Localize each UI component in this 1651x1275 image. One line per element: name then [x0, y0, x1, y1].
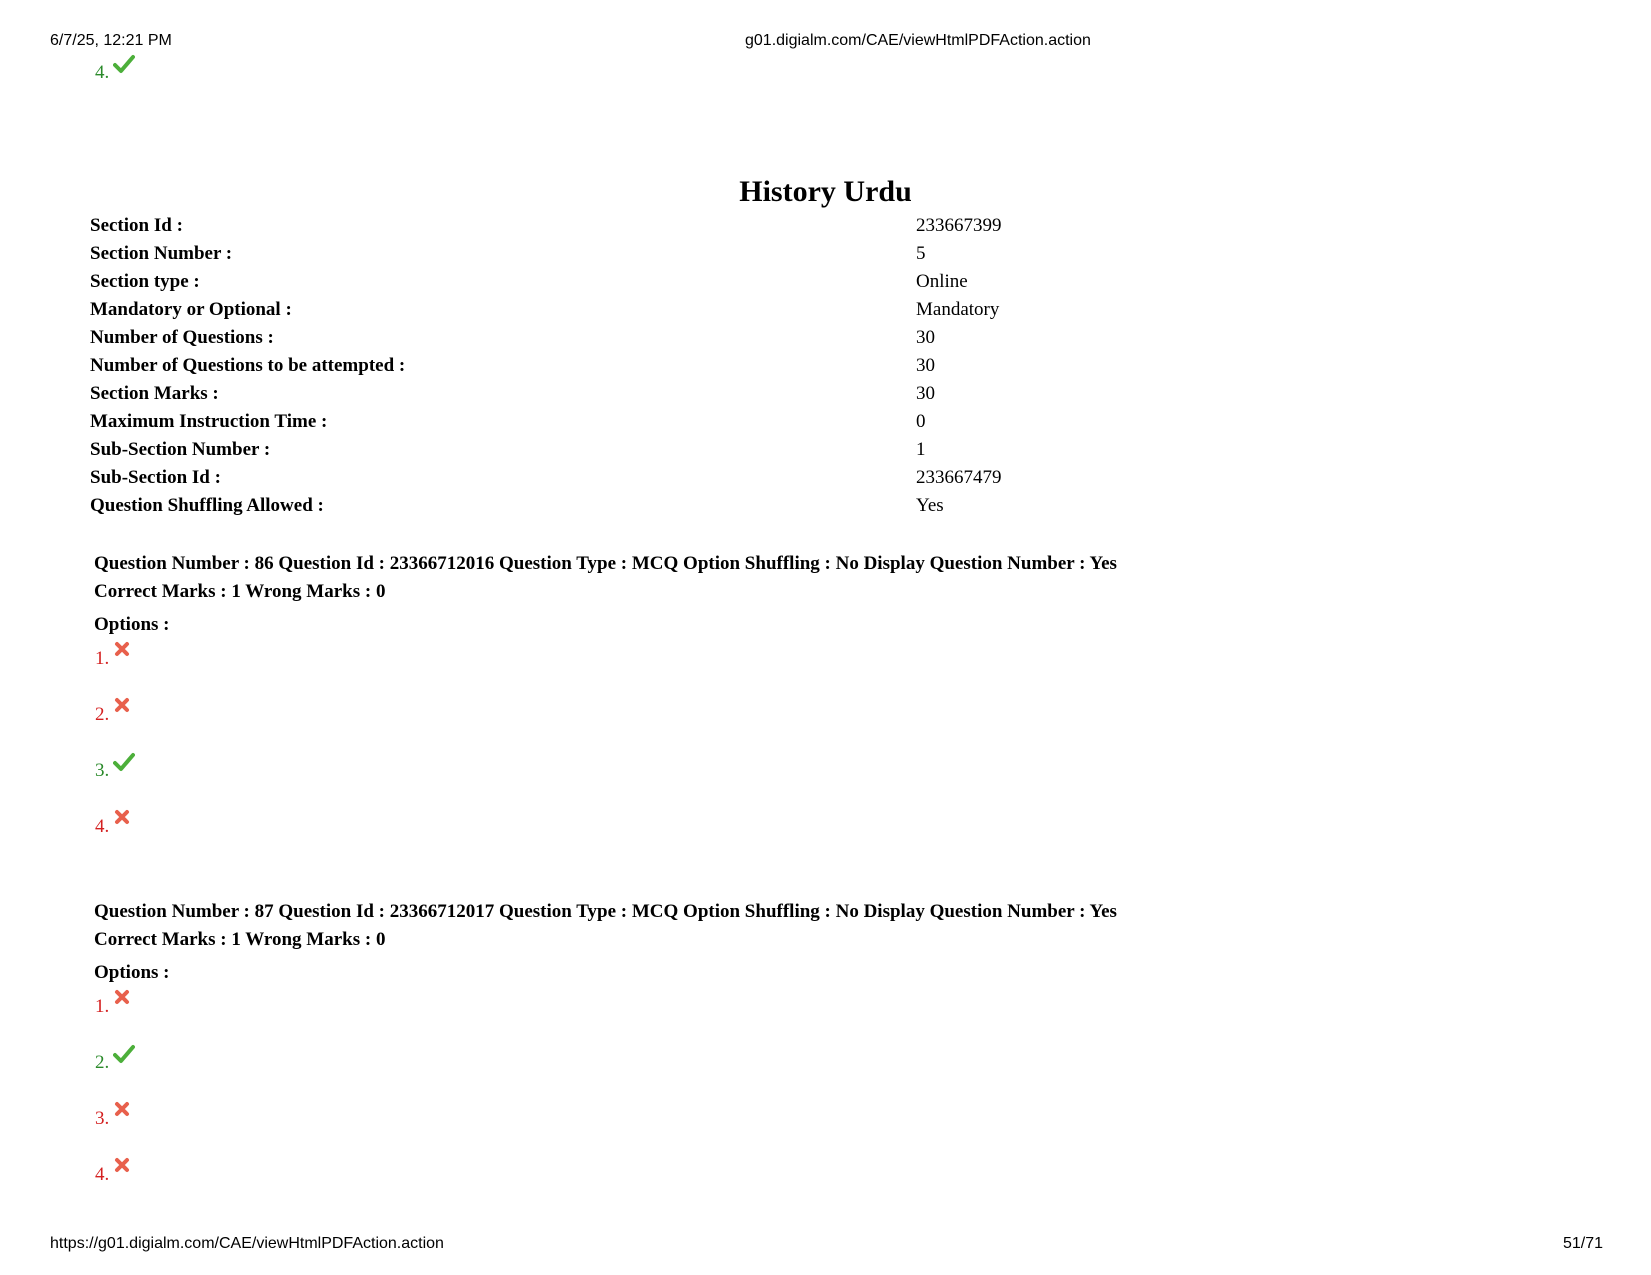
section-info-label: Mandatory or Optional : — [90, 299, 292, 320]
option-item — [95, 816, 131, 838]
option-number: 4. — [95, 62, 110, 83]
option-item — [95, 760, 135, 782]
page-number: 51/71 — [1562, 1235, 1603, 1252]
section-title: History Urdu — [739, 175, 912, 208]
section-info-label: Number of Questions to be attempted : — [90, 355, 406, 376]
option-item — [95, 1052, 135, 1074]
option-number: 4. — [95, 1164, 110, 1185]
section-info-label: Sub-Section Number : — [90, 439, 271, 460]
section-info-label: Sub-Section Id : — [90, 467, 221, 488]
section-info-value: 233667479 — [916, 467, 1002, 488]
cross-icon — [113, 808, 131, 832]
carryover-option — [95, 62, 135, 84]
section-info-value: Mandatory — [916, 299, 1000, 320]
section-info-label: Maximum Instruction Time : — [90, 411, 328, 432]
section-info-value: 233667399 — [916, 215, 1002, 236]
option-number: 1. — [95, 648, 110, 669]
section-info-value: Yes — [916, 495, 944, 516]
option-number: 2. — [95, 704, 110, 725]
cross-icon — [113, 1156, 131, 1180]
question-marks: Correct Marks : 1 Wrong Marks : 0 — [94, 929, 386, 950]
question-meta: Question Number : 87 Question Id : 23366712017 Question Type : MCQ Option Shuffling : No Display Question Number : Yes — [94, 901, 1117, 922]
section-info-value: Online — [916, 271, 968, 292]
option-number: 1. — [95, 996, 110, 1017]
print-header-url: g01.digialm.com/CAE/viewHtmlPDFAction.action — [745, 32, 1091, 49]
option-number: 4. — [95, 816, 110, 837]
check-icon — [113, 752, 135, 778]
section-info-value: 30 — [916, 383, 935, 404]
check-icon — [113, 54, 135, 80]
cross-icon — [113, 1100, 131, 1124]
section-info-value: 5 — [916, 243, 926, 264]
print-footer-url: https://g01.digialm.com/CAE/viewHtmlPDFAction.action — [50, 1235, 444, 1252]
options-label: Options : — [94, 962, 170, 983]
section-info-value: 30 — [916, 327, 935, 348]
section-info-label: Section type : — [90, 271, 200, 292]
option-number: 2. — [95, 1052, 110, 1073]
section-info-label: Section Marks : — [90, 383, 219, 404]
cross-icon — [113, 696, 131, 720]
section-info-value: 1 — [916, 439, 926, 460]
option-item — [95, 648, 131, 670]
option-item — [95, 1108, 131, 1130]
options-label: Options : — [94, 614, 170, 635]
option-item — [95, 1164, 131, 1186]
check-icon — [113, 1044, 135, 1070]
section-info-label: Number of Questions : — [90, 327, 274, 348]
question-marks: Correct Marks : 1 Wrong Marks : 0 — [94, 581, 386, 602]
section-info-label: Section Id : — [90, 215, 183, 236]
option-item — [95, 996, 131, 1018]
cross-icon — [113, 640, 131, 664]
cross-icon — [113, 988, 131, 1012]
section-info-label: Section Number : — [90, 243, 233, 264]
option-number: 3. — [95, 1108, 110, 1129]
section-info-label: Question Shuffling Allowed : — [90, 495, 324, 516]
option-number: 3. — [95, 760, 110, 781]
print-datetime: 6/7/25, 12:21 PM — [50, 32, 172, 49]
section-info-value: 0 — [916, 411, 926, 432]
question-meta: Question Number : 86 Question Id : 23366712016 Question Type : MCQ Option Shuffling : No Display Question Number : Yes — [94, 553, 1117, 574]
section-info-value: 30 — [916, 355, 935, 376]
option-item — [95, 704, 131, 726]
